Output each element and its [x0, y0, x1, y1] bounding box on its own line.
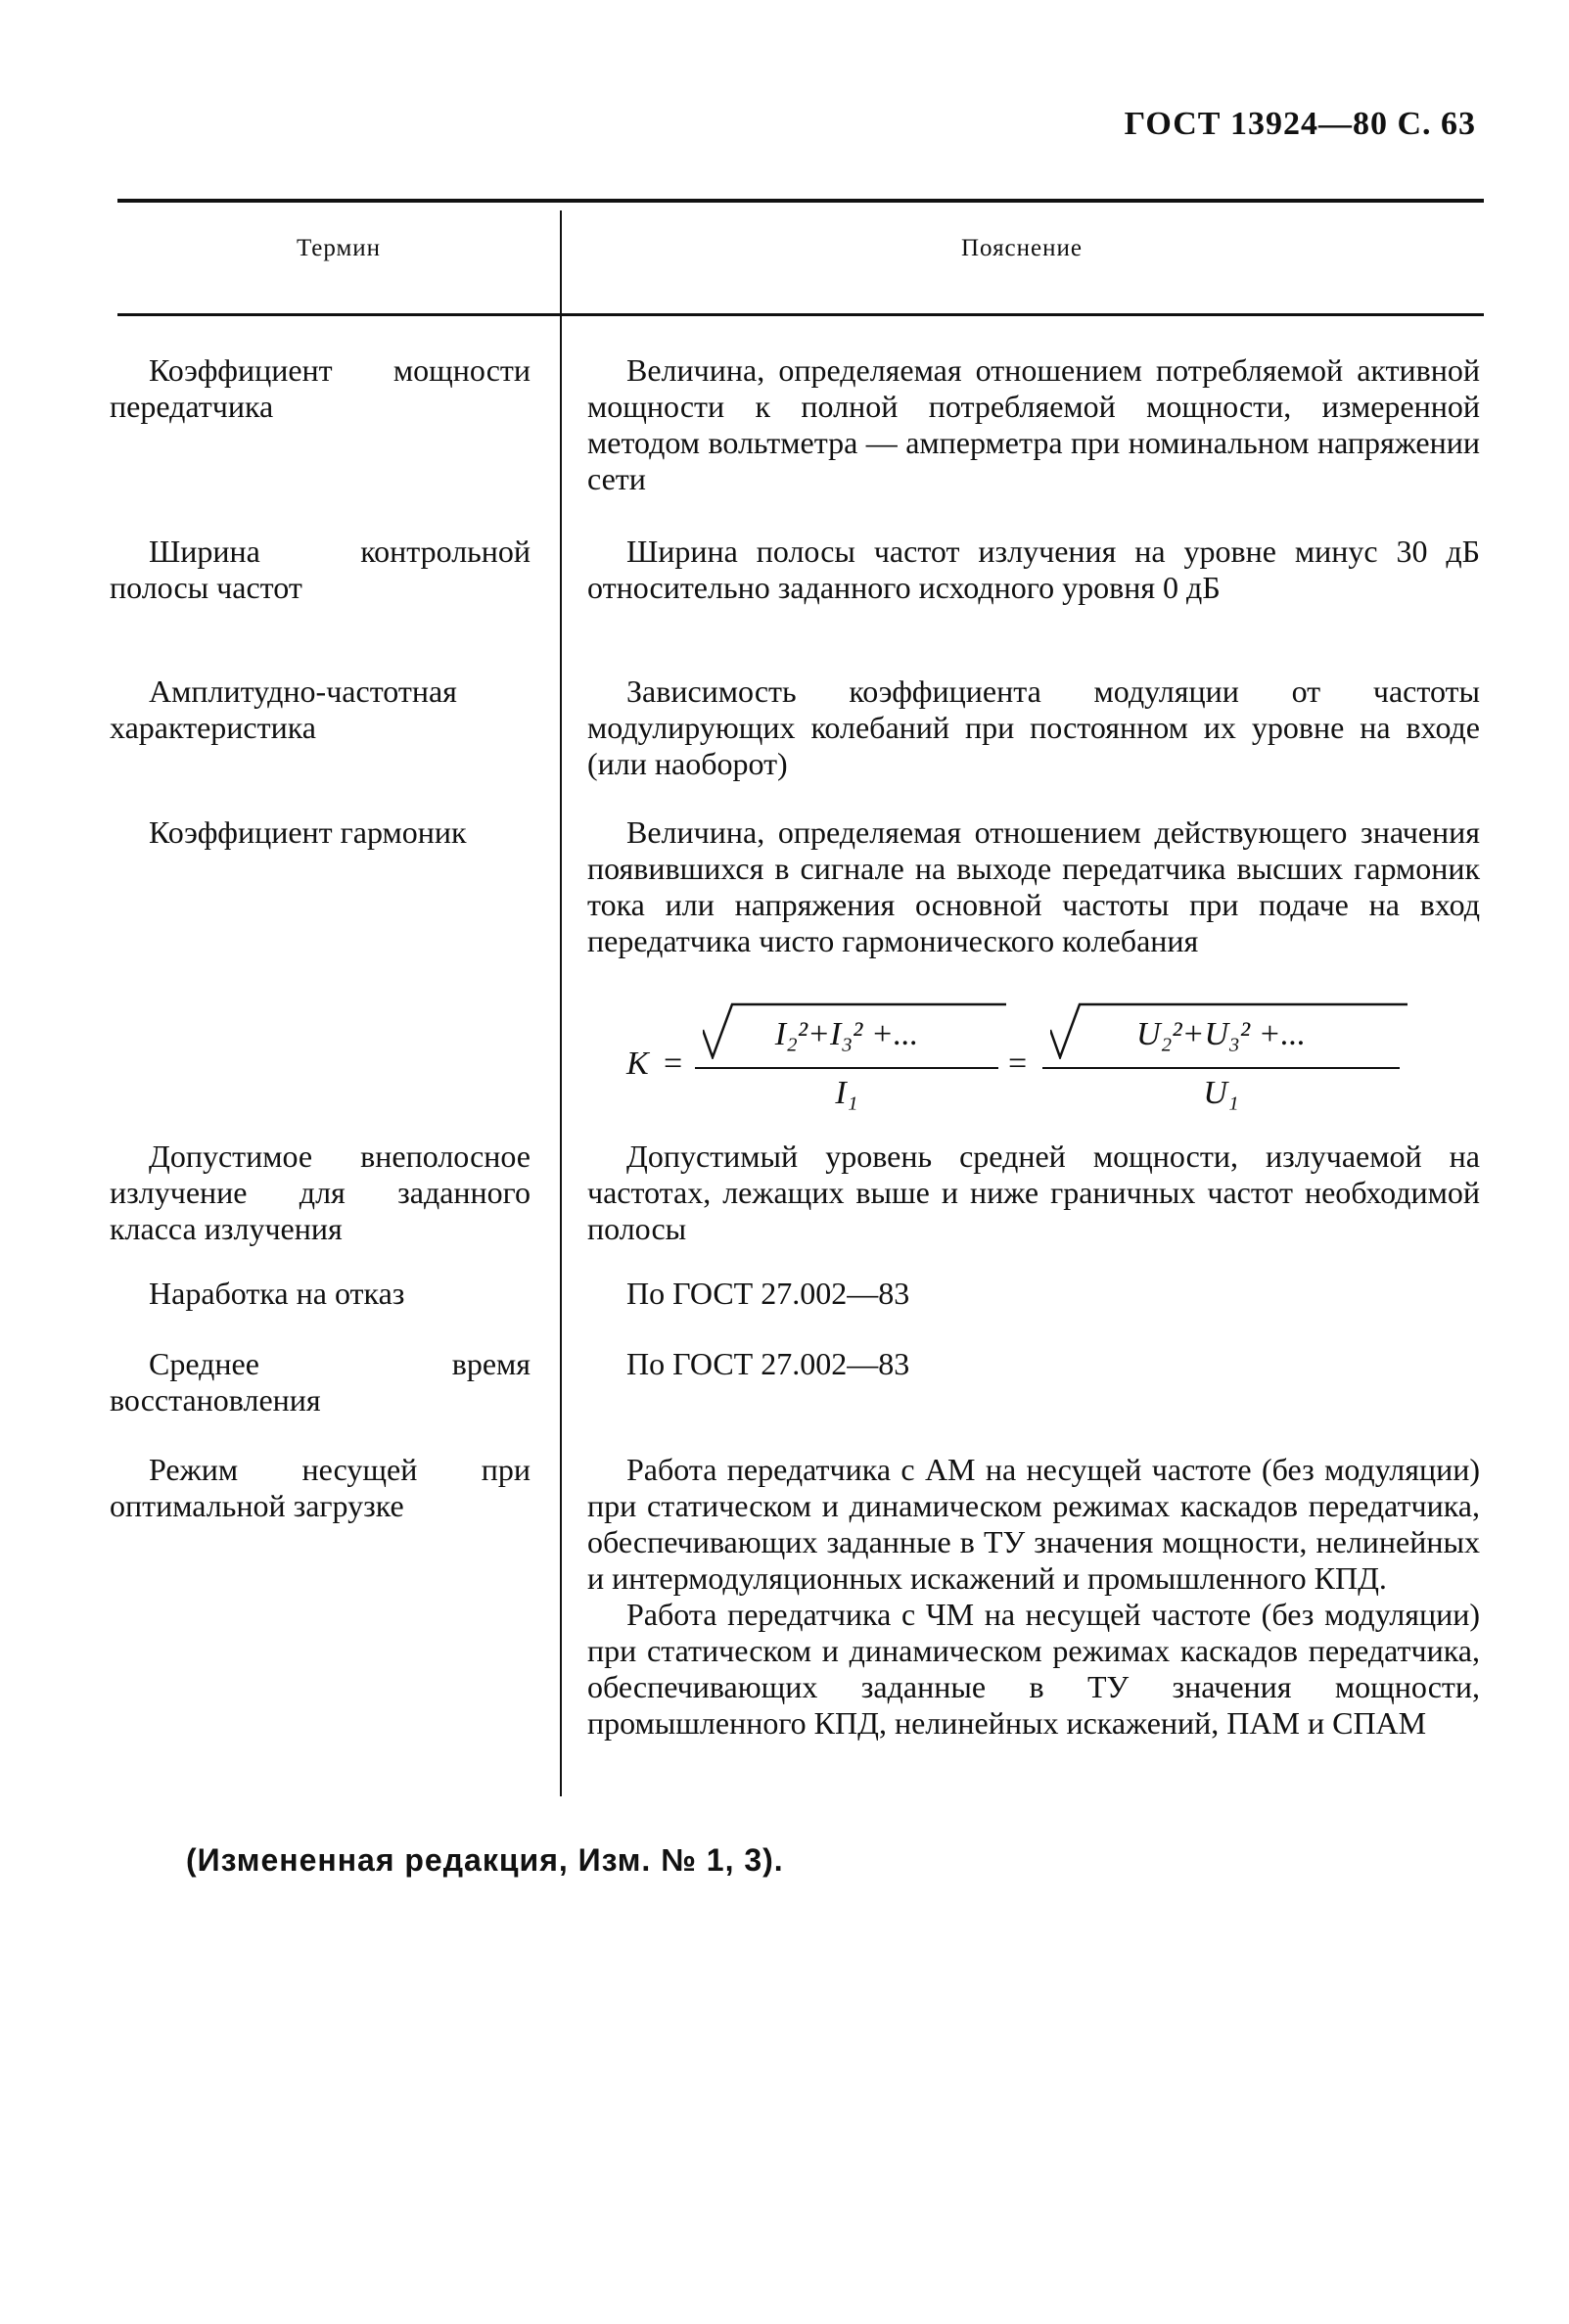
explanation-mean-recovery-time: По ГОСТ 27.002—83	[626, 1346, 910, 1381]
term-out-of-band-emission: Допустимое внеполосное излучение для заданного класса излучения	[110, 1139, 531, 1246]
table-header-rule	[117, 313, 1484, 316]
table-top-rule	[117, 199, 1484, 203]
formula-numerator-voltage: U₂²+U₃² +...	[1135, 1016, 1307, 1052]
revision-note: (Измененная редакция, Изм. № 1, 3).	[186, 1842, 784, 1878]
term-control-bandwidth: Ширина контрольной полосы частот	[110, 534, 531, 605]
page-header: ГОСТ 13924—80 С. 63	[1124, 106, 1476, 142]
term-harmonic-coefficient: Коэффициент гармоник	[149, 814, 467, 850]
explanation-out-of-band-emission: Допустимый уровень средней мощности, излучаемой на частотах, лежащих выше и ниже граничных частот необходимой полосы	[587, 1139, 1480, 1246]
formula-denominator-current: I₁	[835, 1075, 858, 1111]
harmonic-formula	[626, 1006, 1409, 1126]
term-power-factor: Коэффициент мощности передатчика	[110, 352, 531, 424]
column-divider	[560, 210, 562, 1796]
term-mean-recovery-time: Среднее время восстановления	[110, 1346, 531, 1418]
term-carrier-mode: Режим несущей при оптимальной загрузке	[110, 1452, 531, 1523]
explanation-power-factor: Величина, определяемая отношением потребляемой активной мощности к полной потребляемой мощности, измеренной методом вольтметра — амперметра при номинальном напряжении сети	[587, 352, 1480, 496]
formula-equals-1: =	[664, 1046, 683, 1082]
explanation-mtbf: По ГОСТ 27.002—83	[626, 1276, 910, 1311]
explanation-carrier-mode-am: Работа передатчика с АМ на несущей частоте (без модуляции) при статическом и динамическом режимах каскадов передатчика, обеспечивающих заданные в ТУ значения мощности, нелинейных и интермодуляционных искажений и промышленного КПД.	[587, 1452, 1480, 1596]
column-header-explanation: Пояснение	[960, 235, 1083, 261]
explanation-carrier-mode	[587, 1452, 1480, 1742]
formula-equals-2: =	[1008, 1046, 1028, 1082]
explanation-control-bandwidth: Ширина полосы частот излучения на уровне минус 30 дБ относительно заданного исходного уровня 0 дБ	[587, 534, 1480, 605]
explanation-carrier-mode-fm: Работа передатчика с ЧМ на несущей частоте (без модуляции) при статическом и динамическом режимах каскадов передатчика, обеспечивающих заданные в ТУ значения мощности, промышленного КПД, нелинейных искажений, ПАМ и СПАМ	[587, 1597, 1480, 1741]
formula-fraction-voltage	[1042, 1006, 1400, 1126]
term-frequency-response: Амплитудно-частотная характеристика	[110, 674, 457, 745]
formula-fraction-current	[695, 1006, 998, 1126]
term-mtbf: Наработка на отказ	[149, 1276, 405, 1311]
column-header-term: Термин	[296, 235, 382, 261]
explanation-harmonic-coefficient: Величина, определяемая отношением действующего значения появившихся в сигнале на выходе передатчика высших гармоник тока или напряжения основной частоты при подаче на вход передатчика чисто гармонического колебания	[587, 814, 1480, 958]
formula-numerator-current: I₂²+I₃² +...	[774, 1016, 919, 1052]
formula-lhs: K	[626, 1046, 649, 1082]
explanation-frequency-response: Зависимость коэффициента модуляции от частоты модулирующих колебаний при постоянном их уровне на входе (или наоборот)	[587, 674, 1480, 781]
formula-denominator-voltage: U₁	[1203, 1075, 1239, 1111]
